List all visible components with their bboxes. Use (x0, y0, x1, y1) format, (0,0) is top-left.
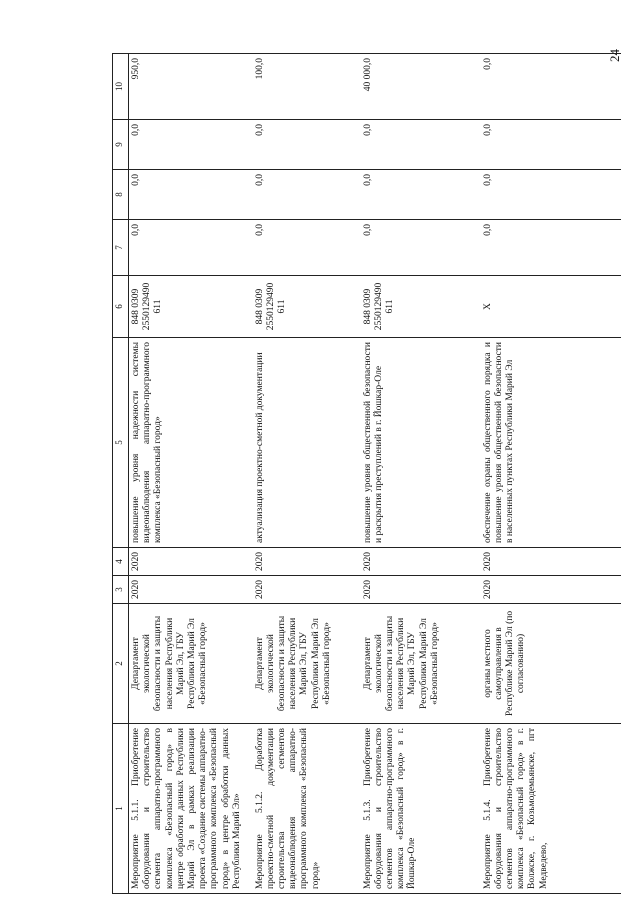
measures-table (112, 53, 621, 894)
amount-col-7: 0,0 (481, 220, 621, 276)
budget-code (481, 276, 621, 338)
start-year: 2020 (253, 576, 361, 604)
amount-col-9: 0,0 (361, 120, 481, 170)
responsible-executor: Департамент экологической безопасности и защиты населения Республики Марий Эл, ГБУ Республики Марий Эл «Безопасный город» (129, 604, 253, 724)
page-number: 24 (607, 49, 622, 62)
column-header-8: 8 (113, 170, 129, 220)
amount-col-10: 950,0 (129, 54, 253, 120)
responsible-executor: Департамент экологической безопасности и защиты населения Республики Марий Эл, ГБУ Республики Марий Эл «Безопасный город» (361, 604, 481, 724)
responsible-executor: Департамент экологической безопасности и защиты населения Республики Марий Эл, ГБУ Республики Марий Эл «Безопасный город» (253, 604, 361, 724)
amount-col-10: 0,0 (481, 54, 621, 120)
measure-title: Мероприятие 5.1.2. Доработка проектно-сметной документации строительства сегментов видеонаблюдения аппаратно-программного комплекса «Безопасный город» (253, 724, 361, 894)
budget-code (361, 276, 481, 338)
amount-col-7: 0,0 (129, 220, 253, 276)
measure-title: Мероприятие 5.1.3. Приобретение оборудования и строительство сегментов аппаратно-программного комплекса «Безопасный город» в г. Йошкар-Оле (361, 724, 481, 894)
amount-col-9: 0,0 (129, 120, 253, 170)
amount-col-8: 0,0 (481, 170, 621, 220)
budget-code-line: 2550129490 (142, 282, 153, 331)
column-header-9: 9 (113, 120, 129, 170)
amount-col-9: 0,0 (481, 120, 621, 170)
column-header-4: 4 (113, 548, 129, 576)
table-header (113, 54, 129, 894)
budget-code-line: 611 (153, 299, 164, 314)
budget-code-line: 2550129490 (265, 282, 276, 331)
amount-col-10: 100,0 (253, 54, 361, 120)
budget-code-line: 848 0309 (362, 288, 373, 325)
amount-col-7: 0,0 (361, 220, 481, 276)
column-header-2: 2 (113, 604, 129, 724)
table-row (129, 54, 253, 894)
column-header-7: 7 (113, 220, 129, 276)
end-year: 2020 (253, 548, 361, 576)
column-header-1: 1 (113, 724, 129, 894)
amount-col-7: 0,0 (253, 220, 361, 276)
start-year: 2020 (361, 576, 481, 604)
budget-code-line: 611 (276, 299, 287, 314)
table-row (253, 54, 361, 894)
start-year: 2020 (481, 576, 621, 604)
amount-col-10: 40 000,0 (361, 54, 481, 120)
expected-result: обеспечение охраны общественного порядка и повышение уровня общественной безопасности в населенных пунктах Республики Марий Эл (481, 338, 621, 548)
budget-code (129, 276, 253, 338)
table-row (481, 54, 621, 894)
expected-result: повышение уровня общественной безопасности и раскрытия преступлений в г. Йошкар-Оле (361, 338, 481, 548)
budget-code-line: 611 (384, 299, 395, 314)
end-year: 2020 (361, 548, 481, 576)
amount-col-8: 0,0 (253, 170, 361, 220)
responsible-executor: органы местного самоуправления в Республике Марий Эл (по согласованию) (481, 604, 621, 724)
budget-code-line: 2550129490 (373, 282, 384, 331)
budget-code-line: 848 0309 (131, 288, 141, 325)
amount-col-8: 0,0 (361, 170, 481, 220)
column-header-5: 5 (113, 338, 129, 548)
expected-result: повышение уровня надежности системы видеонаблюдения аппаратно-программного комплекса «Безопасный город» (129, 338, 253, 548)
budget-code-line: X (482, 303, 493, 310)
end-year: 2020 (129, 548, 253, 576)
measure-title: Мероприятие 5.1.1. Приобретение оборудования и строительство сегмента аппаратно-программного комплекса «Безопасный город» в центре обработки данных Республики Марий Эл в рамках реализации проекта «Создание системы аппаратно-программного комплекса «Безопасный город» в центре обработки данных Республики Марий Эл» (129, 724, 253, 894)
amount-col-9: 0,0 (253, 120, 361, 170)
column-header-3: 3 (113, 576, 129, 604)
budget-code (253, 276, 361, 338)
expected-result: актуализация проектно-сметной документации (253, 338, 361, 548)
start-year: 2020 (129, 576, 253, 604)
measure-title: Мероприятие 5.1.4. Приобретение оборудования и строительство сегментов аппаратно-программного комплекса «Безопасный город» в г. Волжске, г. Козьмодемьянске, пгт Медведево, (481, 724, 621, 894)
column-header-6: 6 (113, 276, 129, 338)
table-row (361, 54, 481, 894)
end-year: 2020 (481, 548, 621, 576)
rotated-table-container (112, 54, 640, 894)
budget-code-line: 848 0309 (254, 288, 265, 325)
column-header-10: 10 (113, 54, 129, 120)
amount-col-8: 0,0 (129, 170, 253, 220)
